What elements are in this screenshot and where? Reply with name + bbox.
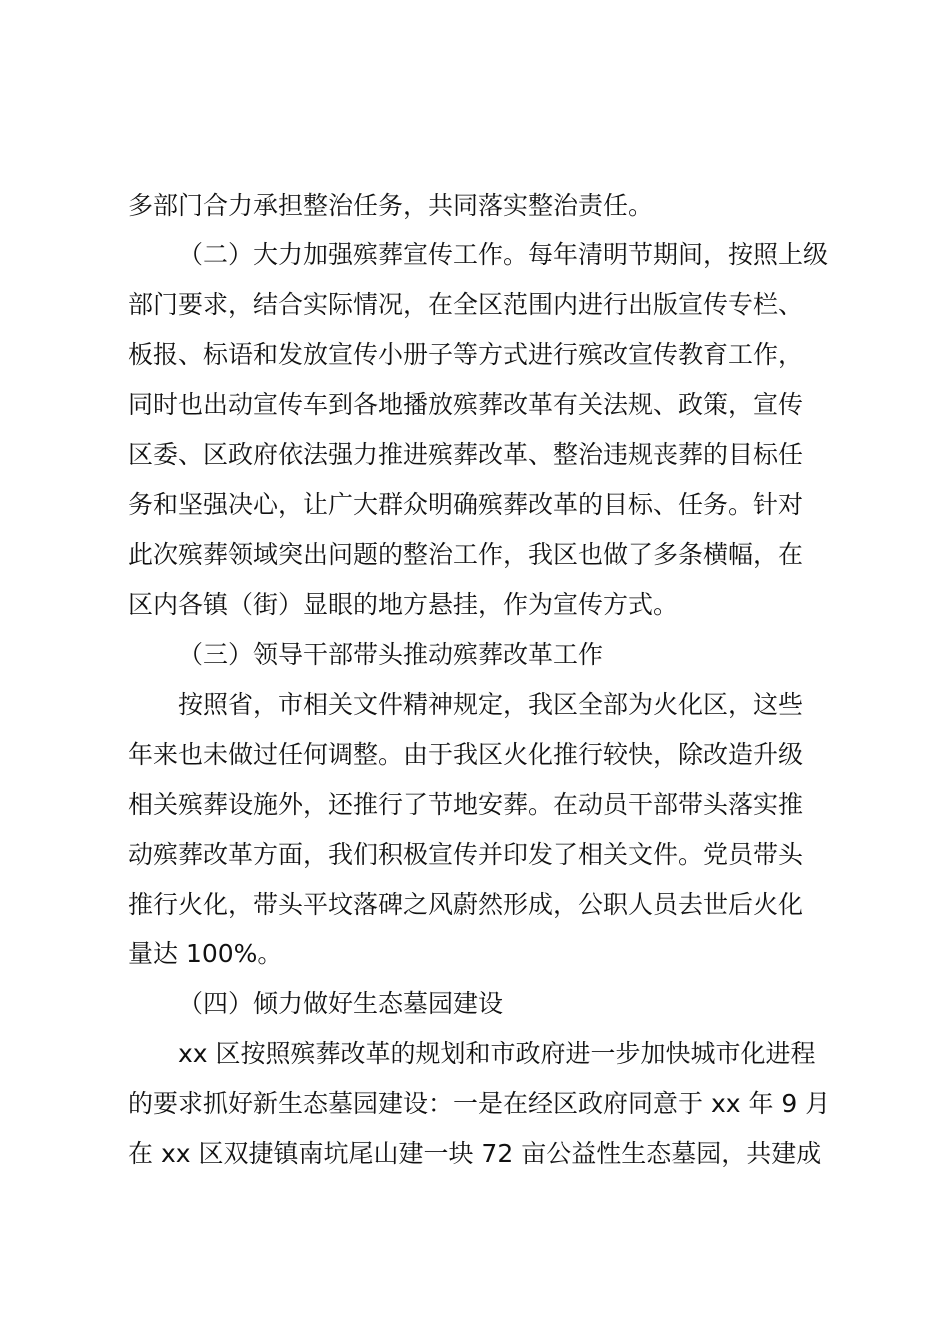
section-heading-2: （二）大力加强殡葬宣传工作。每年清明节期间，按照上级 — [178, 240, 829, 269]
text-line: 务和坚强决心，让广大群众明确殡葬改革的目标、任务。针对 — [128, 490, 804, 519]
text-line: 板报、标语和发放宣传小册子等方式进行殡改宣传教育工作， — [128, 340, 804, 369]
text-line: 在 xx 区双捷镇南坑尾山建一块 72 亩公益性生态墓园，共建成 — [128, 1139, 822, 1168]
text-line: 相关殡葬设施外，还推行了节地安葬。在动员干部带头落实推 — [128, 790, 804, 819]
text-line: 区内各镇（街）显眼的地方悬挂，作为宣传方式。 — [128, 590, 679, 619]
text-line: 量达 100%。 — [128, 939, 283, 968]
paragraph-start: 按照省，市相关文件精神规定，我区全部为火化区，这些 — [178, 690, 804, 719]
section-heading-4: （四）倾力做好生态墓园建设 — [178, 989, 504, 1018]
text-line: 动殡葬改革方面，我们积极宣传并印发了相关文件。党员带头 — [128, 840, 804, 869]
text-line: 区委、区政府依法强力推进殡葬改革、整治违规丧葬的目标任 — [128, 440, 804, 469]
text-line: 部门要求，结合实际情况，在全区范围内进行出版宣传专栏、 — [128, 290, 804, 319]
text-line: 的要求抓好新生态墓园建设：一是在经区政府同意于 xx 年 9 月 — [128, 1089, 831, 1118]
text-line: 多部门合力承担整治任务，共同落实整治责任。 — [128, 191, 654, 220]
section-heading-3: （三）领导干部带头推动殡葬改革工作 — [178, 640, 604, 669]
text-line: 年来也未做过任何调整。由于我区火化推行较快，除改造升级 — [128, 740, 804, 769]
text-line: 推行火化，带头平坟落碑之风蔚然形成，公职人员去世后火化 — [128, 890, 804, 919]
text-line: 同时也出动宣传车到各地播放殡葬改革有关法规、政策，宣传 — [128, 390, 804, 419]
text-line: 此次殡葬领域突出问题的整治工作，我区也做了多条横幅，在 — [128, 540, 804, 569]
paragraph-start: xx 区按照殡葬改革的规划和市政府进一步加快城市化进程 — [178, 1039, 816, 1068]
